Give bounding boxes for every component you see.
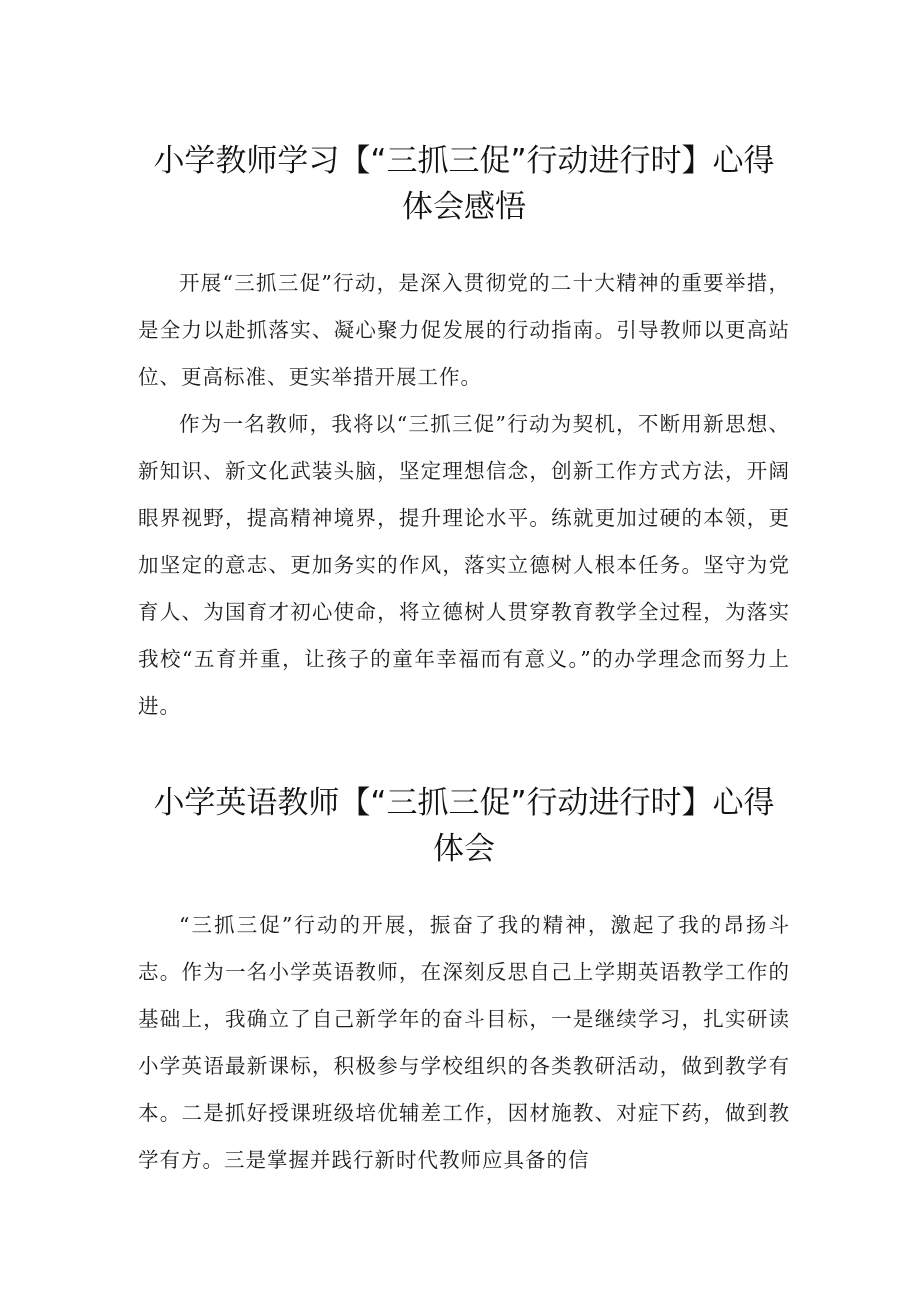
essay-1-paragraph-2: 作为一名教师，我将以“三抓三促”行动为契机，不断用新思想、新知识、新文化武装头脑，坚定理想信念，创新工作方式方法，开阔眼界视野，提高精神境界，提升理论水平。练就更加过硬的本领，更加坚定的意志、更加务实的作风，落实立德树人根本任务。坚守为党育人、为国育才初心使命，将立德树人贯穿教育教学全过程，为落实我校“五育并重，让孩子的童年幸福而有意义。”的办学理念而努力上进。 — [138, 412, 790, 718]
essay-section-1 — [138, 138, 790, 730]
essay-title-2: 小学英语教师【“三抓三促”行动进行时】心得体会 — [153, 785, 775, 867]
essay-2-paragraph-1: “三抓三促”行动的开展，振奋了我的精神，激起了我的昂扬斗志。作为一名小学英语教师，在深刻反思自己上学期英语教学工作的基础上，我确立了自己新学年的奋斗目标，一是继续学习，扎实研读小学英语最新课标，积极参与学校组织的各类教研活动，做到教学有本。二是抓好授课班级培优辅差工作，因材施教、对症下药，做到教学有方。三是掌握并践行新时代教师应具备的信 — [138, 913, 790, 1172]
essay-title-1: 小学教师学习【“三抓三促”行动进行时】心得体会感悟 — [153, 143, 775, 225]
essay-1-paragraph-1: 开展“三抓三促”行动，是深入贯彻党的二十大精神的重要举措，是全力以赴抓落实、凝心聚力促发展的行动指南。引导教师以更高站位、更高标准、更实举措开展工作。 — [138, 271, 790, 389]
essay-section-2 — [138, 780, 790, 1184]
